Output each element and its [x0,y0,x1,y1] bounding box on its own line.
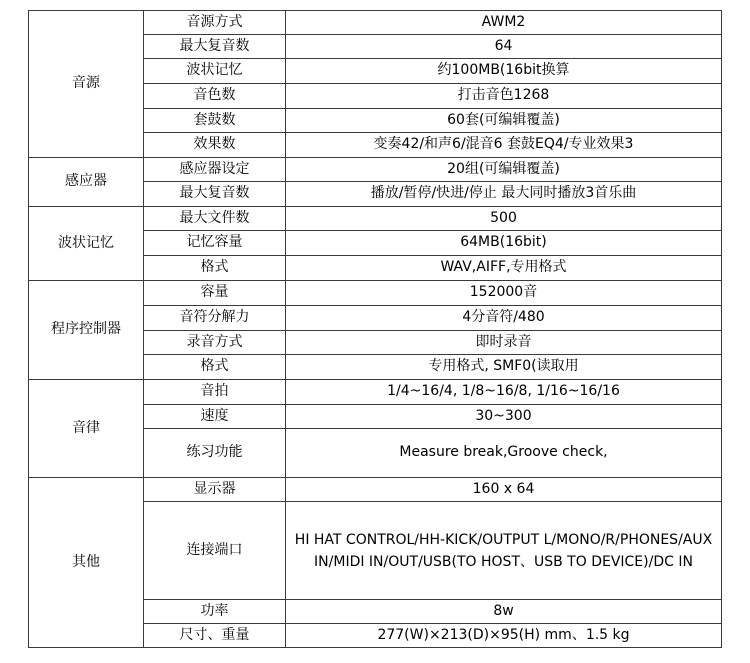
value-cell: 1/4~16/4, 1/8~16/8, 1/16~16/16 [286,380,722,405]
item-cell: 功率 [144,600,286,624]
value-cell: 8w [286,600,722,624]
category-cell: 音律 [29,380,144,478]
item-cell: 录音方式 [144,331,286,355]
item-cell: 套鼓数 [144,109,286,133]
spec-row [29,207,722,231]
value-cell: 打击音色1268 [286,84,722,109]
value-cell: WAV,AIFF,专用格式 [286,256,722,281]
value-cell: 4分音符/480 [286,306,722,331]
item-cell: 尺寸、重量 [144,624,286,648]
item-cell: 音符分解力 [144,306,286,331]
item-cell: 最大文件数 [144,207,286,231]
spec-table [28,10,722,648]
value-cell: HI HAT CONTROL/HH-KICK/OUTPUT L/MONO/R/PHONES/AUX IN/MIDI IN/OUT/USB(TO HOST、USB TO DEVICE)/DC IN [286,502,722,600]
value-cell: 约100MB(16bit换算 [286,59,722,84]
item-cell: 波状记忆 [144,59,286,84]
value-cell: AWM2 [286,11,722,35]
category-cell: 感应器 [29,158,144,207]
item-cell: 连接端口 [144,502,286,600]
item-cell: 显示器 [144,478,286,502]
item-cell: 记忆容量 [144,231,286,256]
item-cell: 容量 [144,281,286,306]
value-cell: 即时录音 [286,331,722,355]
value-cell: 播放/暂停/快进/停止 最大同时播放3首乐曲 [286,182,722,207]
value-cell: Measure break,Groove check, [286,429,722,478]
item-cell: 音拍 [144,380,286,405]
item-cell: 音源方式 [144,11,286,35]
value-cell: 152000音 [286,281,722,306]
value-cell: 64 [286,35,722,59]
category-cell: 音源 [29,11,144,158]
category-cell: 其他 [29,478,144,648]
value-cell: 60套(可编辑覆盖) [286,109,722,133]
item-cell: 感应器设定 [144,158,286,182]
spec-row [29,281,722,306]
value-cell: 20组(可编辑覆盖) [286,158,722,182]
item-cell: 速度 [144,405,286,429]
value-cell: 30~300 [286,405,722,429]
item-cell: 最大复音数 [144,35,286,59]
spec-row [29,478,722,502]
spec-table-container [28,10,722,648]
spec-table-body [29,11,722,648]
item-cell: 格式 [144,256,286,281]
category-cell: 程序控制器 [29,281,144,380]
spec-row [29,380,722,405]
value-cell: 160 x 64 [286,478,722,502]
item-cell: 效果数 [144,133,286,158]
item-cell: 最大复音数 [144,182,286,207]
category-cell: 波状记忆 [29,207,144,281]
spec-row [29,11,722,35]
value-cell: 变奏42/和声6/混音6 套鼓EQ4/专业效果3 [286,133,722,158]
item-cell: 音色数 [144,84,286,109]
item-cell: 格式 [144,355,286,380]
value-cell: 64MB(16bit) [286,231,722,256]
value-cell: 277(W)×213(D)×95(H) mm、1.5 kg [286,624,722,648]
value-cell: 500 [286,207,722,231]
value-cell: 专用格式, SMF0(读取用 [286,355,722,380]
spec-row [29,158,722,182]
item-cell: 练习功能 [144,429,286,478]
